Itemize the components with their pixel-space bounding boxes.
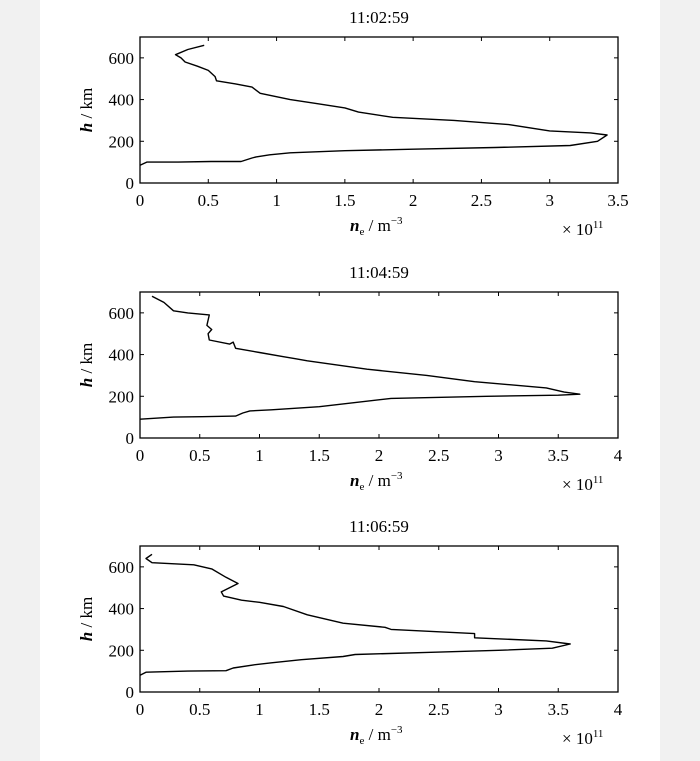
x-axis-label-subscript: e (359, 481, 365, 493)
x-tick-label: 3 (494, 700, 503, 719)
y-axis-label-symbol: h (77, 377, 96, 388)
y-axis-label (77, 88, 96, 132)
x-tick-label: 2.5 (428, 700, 450, 719)
x-tick-label: 4 (613, 446, 623, 465)
chart-panel-3 (77, 517, 623, 748)
x-axis-label-symbol: n (350, 216, 360, 235)
x-tick-label: 3.5 (607, 191, 629, 210)
multiplier-base: × 10 (562, 220, 593, 239)
x-axis-label-unit: / m (364, 725, 391, 744)
y-axis-label-unit: / km (77, 596, 96, 632)
multiplier-exponent: 11 (592, 728, 604, 740)
y-tick-label: 200 (108, 387, 134, 407)
x-tick-label: 1.5 (308, 700, 330, 719)
y-tick-label: 600 (108, 48, 134, 68)
chart-title: 11:02:59 (349, 8, 409, 27)
y-axis-label-unit: / km (77, 87, 96, 123)
y-tick-label: 0 (125, 429, 134, 448)
y-tick-label: 0 (125, 174, 134, 193)
y-tick-label: 0 (125, 683, 134, 702)
x-tick-label: 3 (545, 191, 554, 210)
plot-frame (140, 546, 618, 692)
x-axis-label (350, 724, 403, 747)
x-axis-label-superscript: −3 (390, 724, 403, 736)
x-axis-label-unit: / m (364, 471, 391, 490)
x-axis-multiplier (562, 219, 603, 239)
x-tick-label: 0.5 (189, 446, 211, 465)
x-tick-label: 0 (135, 446, 145, 465)
y-tick-label: 400 (108, 599, 134, 619)
x-tick-label: 2 (374, 700, 384, 719)
chart-panel-1 (77, 8, 629, 239)
figure-svg (40, 0, 660, 761)
y-tick-label: 400 (108, 90, 134, 110)
y-tick-label: 200 (108, 132, 134, 152)
chart-title: 11:06:59 (349, 517, 409, 536)
x-tick-label: 1 (272, 191, 281, 210)
series-line-1 (140, 296, 580, 419)
x-tick-label: 2 (374, 446, 384, 465)
x-tick-label: 2.5 (428, 446, 450, 465)
y-tick-label: 600 (108, 303, 134, 323)
x-axis-label-symbol: n (350, 725, 360, 744)
x-tick-label: 2.5 (470, 191, 493, 210)
series-line-1 (140, 45, 607, 165)
series-line-1 (140, 554, 570, 675)
x-axis-multiplier (562, 474, 603, 494)
x-axis-label-superscript: −3 (390, 470, 403, 482)
x-tick-label: 3.5 (547, 700, 569, 719)
x-tick-label: 1 (255, 700, 264, 719)
x-tick-label: 0.5 (189, 700, 211, 719)
chart-title: 11:04:59 (349, 263, 409, 282)
y-axis-label-symbol: h (77, 631, 96, 642)
x-tick-label: 1.5 (334, 191, 356, 210)
x-tick-label: 3 (494, 446, 503, 465)
y-axis-label-unit: / km (77, 342, 96, 378)
y-tick-label: 200 (108, 641, 134, 661)
y-axis-label-symbol: h (77, 122, 96, 133)
x-axis-label-subscript: e (359, 735, 365, 747)
x-axis-label-unit: / m (364, 216, 391, 235)
multiplier-exponent: 11 (592, 474, 604, 486)
x-tick-label: 0.5 (197, 191, 219, 210)
figure-canvas (40, 0, 660, 761)
x-tick-label: 3.5 (547, 446, 569, 465)
x-axis-label-superscript: −3 (390, 215, 403, 227)
multiplier-base: × 10 (562, 475, 593, 494)
y-tick-label: 600 (108, 557, 134, 577)
x-tick-label: 4 (613, 700, 623, 719)
multiplier-exponent: 11 (592, 219, 604, 231)
x-axis-multiplier (562, 728, 603, 748)
x-tick-label: 1 (255, 446, 264, 465)
y-axis-label (77, 597, 96, 641)
x-axis-label-subscript: e (359, 226, 365, 238)
x-tick-label: 0 (135, 191, 145, 210)
chart-panel-2 (77, 263, 623, 494)
x-tick-label: 0 (135, 700, 145, 719)
x-tick-label: 2 (408, 191, 418, 210)
multiplier-base: × 10 (562, 729, 593, 748)
y-tick-label: 400 (108, 345, 134, 365)
x-tick-label: 1.5 (308, 446, 330, 465)
x-axis-label-symbol: n (350, 471, 360, 490)
x-axis-label (350, 215, 403, 238)
x-axis-label (350, 470, 403, 493)
y-axis-label (77, 343, 96, 387)
